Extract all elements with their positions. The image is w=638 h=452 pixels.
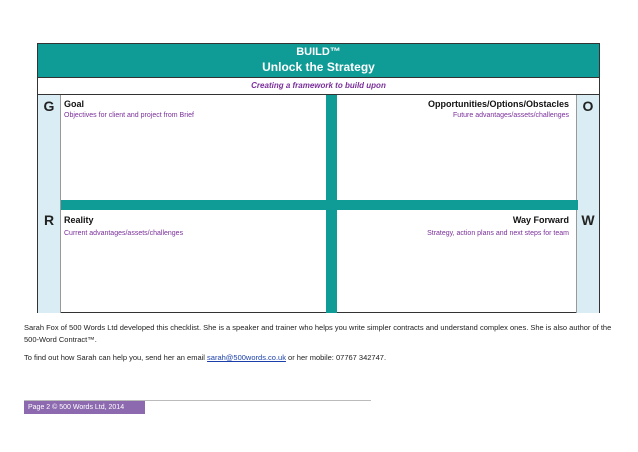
contact-line	[24, 352, 614, 364]
opportunities-title: Opportunities/Options/Obstacles	[427, 99, 569, 109]
way-forward-subtitle: Strategy, action plans and next steps for team	[427, 230, 569, 237]
contact-suffix: or her mobile: 07767 342747.	[285, 353, 387, 362]
letter-r: R	[43, 212, 55, 228]
horizontal-divider	[61, 200, 578, 210]
table-header	[38, 44, 599, 77]
reality-title: Reality	[64, 215, 94, 225]
author-note: Sarah Fox of 500 Words Ltd developed this checklist. She is a speaker and trainer who helps you write simpler contracts and understand complex ones. She is also author of the 500-Word Contract™.	[24, 323, 612, 344]
left-letter-column	[38, 95, 61, 313]
email-link[interactable]: sarah@500words.co.uk	[207, 353, 286, 362]
build-framework-table	[37, 43, 600, 313]
goal-title: Goal	[64, 99, 85, 109]
reality-subtitle: Current advantages/assets/challenges	[64, 230, 184, 237]
header-tagline: Creating a framework to build upon	[38, 77, 599, 95]
header-subtitle: Unlock the Strategy	[262, 60, 375, 74]
letter-w: W	[581, 212, 595, 228]
contact-prefix: To find out how Sarah can help you, send her an email	[24, 353, 208, 362]
letter-o: O	[582, 98, 594, 114]
right-letter-column	[576, 95, 599, 313]
opportunities-subtitle: Future advantages/assets/challenges	[453, 112, 569, 119]
letter-g: G	[43, 98, 55, 114]
page-footer-label: Page 2 © 500 Words Ltd, 2014	[24, 401, 145, 414]
goal-subtitle: Objectives for client and project from Brief	[64, 112, 194, 119]
header-title: BUILD™	[296, 46, 341, 58]
way-forward-title: Way Forward	[512, 215, 569, 225]
